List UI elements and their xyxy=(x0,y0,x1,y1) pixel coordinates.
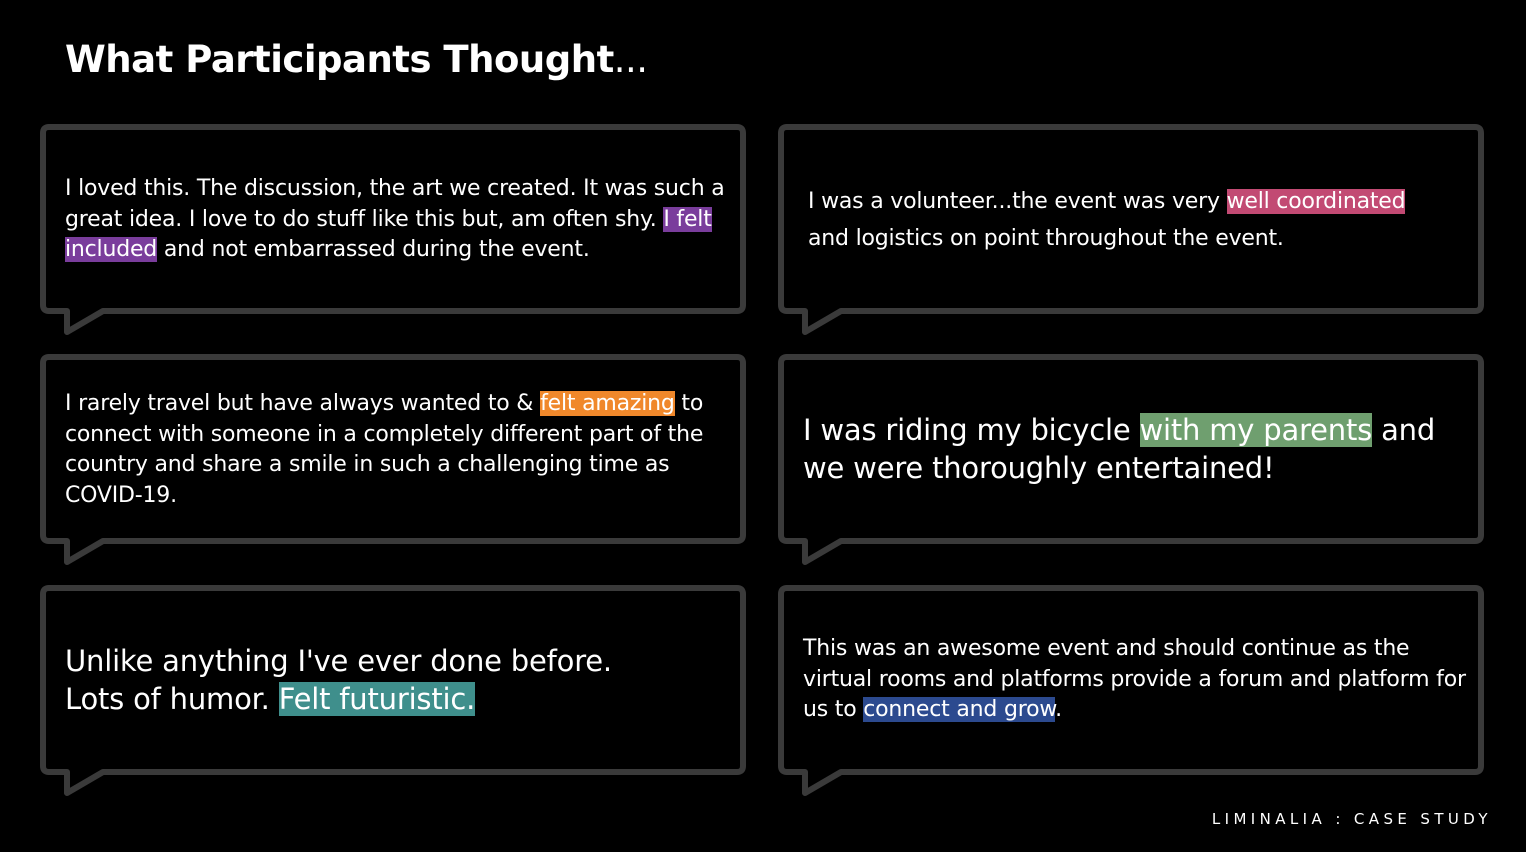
quote-bubble-grow xyxy=(781,588,1481,772)
quote-highlight: I felt included xyxy=(65,206,712,262)
quote-bubble-coordinated xyxy=(781,127,1481,311)
quote-bubble-included xyxy=(43,127,743,311)
quote-text-before: I rarely travel but have always wanted to & xyxy=(65,391,541,416)
quote-text-before: This was an awesome event and should continue as the virtual rooms and platforms provide a forum and platform for us to xyxy=(803,636,1466,722)
quote-text-before: Unlike anything I've ever done before. Lots of humor. xyxy=(65,644,612,716)
quote-bubble-futuristic xyxy=(43,588,743,772)
quote-bubble-amazing xyxy=(43,357,743,541)
quote-text xyxy=(65,389,733,511)
quote-text xyxy=(803,411,1463,487)
quote-highlight: connect and grow xyxy=(863,697,1056,722)
quote-text xyxy=(65,642,665,718)
quote-highlight: well coordinated xyxy=(1226,189,1406,214)
quote-text-after: . xyxy=(1055,697,1062,722)
quote-text-after: to connect with someone in a completely different part of the country and share a smile in such a challenging time as COVID-19. xyxy=(65,391,704,508)
page-title-ellipsis: ... xyxy=(613,38,648,81)
page-title xyxy=(65,38,648,81)
quote-text xyxy=(803,634,1475,726)
quote-text-after: and we were thoroughly entertained! xyxy=(803,413,1436,485)
quote-text-before: I was riding my bicycle xyxy=(803,413,1140,447)
quote-text xyxy=(65,174,730,266)
quote-text-after: and logistics on point throughout the event. xyxy=(808,226,1284,251)
quote-text-before: I loved this. The discussion, the art we created. It was such a great idea. I love to do stuff like this but, am often shy. xyxy=(65,176,725,232)
quote-highlight: Felt futuristic. xyxy=(278,682,476,716)
quote-text-before: I was a volunteer...the event was very xyxy=(808,189,1227,214)
quote-highlight: with my parents xyxy=(1139,413,1373,447)
quote-text xyxy=(808,183,1448,257)
quote-bubble-parents xyxy=(781,357,1481,541)
quote-highlight: felt amazing xyxy=(540,391,675,416)
quote-text-after: and not embarrassed during the event. xyxy=(157,237,590,262)
page-title-text: What Participants Thought xyxy=(65,38,614,81)
footer-case-study-label: LIMINALIA : CASE STUDY xyxy=(1211,810,1492,828)
